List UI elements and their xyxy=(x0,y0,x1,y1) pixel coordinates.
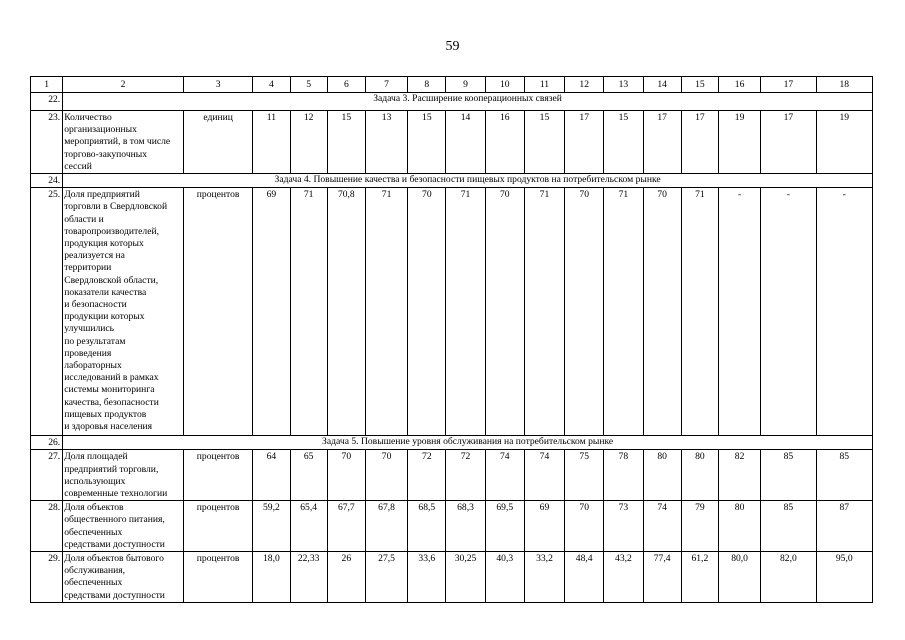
value-cell: 87 xyxy=(816,501,872,552)
value-cell: 70,8 xyxy=(327,188,365,436)
indicator-name-line: и здоровья населения xyxy=(64,421,153,433)
page-number: 59 xyxy=(445,39,460,54)
header-cell: 3 xyxy=(183,77,252,93)
value-cell: 17 xyxy=(643,111,681,174)
indicator-name-line: качества, безопасности xyxy=(64,396,159,408)
indicator-name-line: исследований в рамках xyxy=(64,372,159,384)
value-cell: 74 xyxy=(485,450,524,501)
value-cell: 15 xyxy=(408,111,446,174)
table-body xyxy=(31,77,873,603)
indicator-name-line: по результатам xyxy=(64,335,126,347)
value-cell: 48,4 xyxy=(565,552,604,603)
row-number: 27. xyxy=(31,450,63,501)
header-cell: 2 xyxy=(63,77,184,93)
value-cell: 14 xyxy=(446,111,485,174)
indicator-name-line: мероприятий, в том числе xyxy=(64,136,171,148)
header-cell: 18 xyxy=(816,77,872,93)
indicator-name-line: сессий xyxy=(64,160,92,172)
row-number: 22. xyxy=(31,93,63,111)
indicator-name xyxy=(63,188,184,436)
indicator-row xyxy=(31,450,873,501)
value-cell: 85 xyxy=(761,450,816,501)
value-cell: 64 xyxy=(253,450,290,501)
header-cell: 5 xyxy=(290,77,327,93)
value-cell: 33,2 xyxy=(524,552,564,603)
indicator-name-line: улучшились xyxy=(64,323,115,335)
task-row xyxy=(31,436,873,450)
row-number: 24. xyxy=(31,174,63,188)
indicator-row xyxy=(31,552,873,603)
indicator-row xyxy=(31,501,873,552)
unit-cell: процентов xyxy=(183,552,252,603)
value-cell: 68,3 xyxy=(446,501,485,552)
indicator-name-line: реализуется на xyxy=(64,250,125,262)
header-cell: 7 xyxy=(365,77,407,93)
value-cell: 70 xyxy=(565,188,604,436)
value-cell: 70 xyxy=(565,501,604,552)
value-cell: - xyxy=(718,188,760,436)
value-cell: 75 xyxy=(565,450,604,501)
value-cell: 17 xyxy=(761,111,816,174)
indicator-name-line: современные технологии xyxy=(64,488,168,500)
header-row xyxy=(31,77,873,93)
indicator-name-line: Количество xyxy=(64,112,112,123)
header-cell: 4 xyxy=(253,77,290,93)
value-cell: 61,2 xyxy=(681,552,718,603)
header-cell: 1 xyxy=(31,77,63,93)
indicator-name-line: торгово-закупочных xyxy=(64,148,148,160)
indicator-name-line: Доля объектов xyxy=(64,502,124,514)
header-cell: 13 xyxy=(604,77,643,93)
value-cell: 82 xyxy=(718,450,760,501)
indicator-name-line: продукции которых xyxy=(64,311,145,323)
indicator-name-line: Свердловской области, xyxy=(64,274,159,286)
value-cell: - xyxy=(816,188,872,436)
value-cell: 71 xyxy=(290,188,327,436)
value-cell: 59,2 xyxy=(253,501,290,552)
value-cell: 15 xyxy=(604,111,643,174)
indicator-name-line: обслуживания, xyxy=(64,565,126,577)
indicator-name-line: организационных xyxy=(64,124,137,136)
value-cell: 70 xyxy=(365,450,407,501)
value-cell: 65,4 xyxy=(290,501,327,552)
indicator-name-line: средствами доступности xyxy=(64,538,165,550)
value-cell: 19 xyxy=(718,111,760,174)
value-cell: 70 xyxy=(643,188,681,436)
value-cell: 65 xyxy=(290,450,327,501)
indicator-name-line: обеспеченных xyxy=(64,577,123,589)
row-number: 25. xyxy=(31,188,63,436)
indicator-name xyxy=(63,552,184,603)
value-cell: 80 xyxy=(681,450,718,501)
value-cell: 71 xyxy=(365,188,407,436)
value-cell: 69 xyxy=(253,188,290,436)
value-cell: 18,0 xyxy=(253,552,290,603)
task-title: Задача 3. Расширение кооперационных связей xyxy=(63,93,873,111)
unit-cell: процентов xyxy=(183,188,252,436)
indicator-name xyxy=(63,450,184,501)
value-cell: 71 xyxy=(446,188,485,436)
indicator-name-line: общественного питания, xyxy=(64,514,165,526)
indicators-table xyxy=(30,76,873,603)
value-cell: 19 xyxy=(816,111,872,174)
indicator-name xyxy=(63,501,184,552)
row-number: 28. xyxy=(31,501,63,552)
indicator-name-line: Доля площадей xyxy=(64,451,128,463)
row-number: 23. xyxy=(31,111,63,174)
header-cell: 9 xyxy=(446,77,485,93)
value-cell: 77,4 xyxy=(643,552,681,603)
header-cell: 16 xyxy=(718,77,760,93)
value-cell: 73 xyxy=(604,501,643,552)
value-cell: 72 xyxy=(446,450,485,501)
indicator-row xyxy=(31,188,873,436)
value-cell: 67,8 xyxy=(365,501,407,552)
indicator-name-line: торговли в Свердловской xyxy=(64,201,168,213)
header-cell: 17 xyxy=(761,77,816,93)
value-cell: 69 xyxy=(524,501,564,552)
value-cell: 79 xyxy=(681,501,718,552)
value-cell: 15 xyxy=(327,111,365,174)
value-cell: 15 xyxy=(524,111,564,174)
value-cell: 69,5 xyxy=(485,501,524,552)
header-cell: 12 xyxy=(565,77,604,93)
indicator-name-line: лабораторных xyxy=(64,360,122,372)
row-number: 29. xyxy=(31,552,63,603)
value-cell: 71 xyxy=(681,188,718,436)
header-cell: 8 xyxy=(408,77,446,93)
value-cell: 12 xyxy=(290,111,327,174)
value-cell: 74 xyxy=(643,501,681,552)
header-cell: 14 xyxy=(643,77,681,93)
header-cell: 15 xyxy=(681,77,718,93)
task-row xyxy=(31,174,873,188)
task-title: Задача 5. Повышение уровня обслуживания на потребительском рынке xyxy=(63,436,873,450)
indicator-name-line: продукция которых xyxy=(64,238,144,250)
value-cell: 68,5 xyxy=(408,501,446,552)
indicator-name-line: области и xyxy=(64,213,104,225)
value-cell: 33,6 xyxy=(408,552,446,603)
value-cell: 74 xyxy=(524,450,564,501)
indicator-name-line: и безопасности xyxy=(64,299,127,311)
value-cell: 17 xyxy=(565,111,604,174)
indicator-name-line: средствами доступности xyxy=(64,589,165,601)
value-cell: 17 xyxy=(681,111,718,174)
task-title: Задача 4. Повышение качества и безопасности пищевых продуктов на потребительском рынке xyxy=(63,174,873,188)
value-cell: 95,0 xyxy=(816,552,872,603)
value-cell: 70 xyxy=(485,188,524,436)
header-cell: 6 xyxy=(327,77,365,93)
task-row xyxy=(31,93,873,111)
indicator-name-line: предприятий торговли, xyxy=(64,463,159,475)
indicator-name-line: показатели качества xyxy=(64,286,147,298)
value-cell: 85 xyxy=(761,501,816,552)
header-cell: 11 xyxy=(524,77,564,93)
value-cell: 22,33 xyxy=(290,552,327,603)
value-cell: 78 xyxy=(604,450,643,501)
value-cell: 70 xyxy=(327,450,365,501)
indicator-name-line: проведения xyxy=(64,347,112,359)
value-cell: 71 xyxy=(604,188,643,436)
value-cell: 30,25 xyxy=(446,552,485,603)
value-cell: 80 xyxy=(643,450,681,501)
value-cell: 72 xyxy=(408,450,446,501)
indicator-name-line: товаропроизводителей, xyxy=(64,225,159,237)
unit-cell: процентов xyxy=(183,501,252,552)
header-cell: 10 xyxy=(485,77,524,93)
unit-cell: процентов xyxy=(183,450,252,501)
row-number: 26. xyxy=(31,436,63,450)
indicator-name-line: системы мониторинга xyxy=(64,384,155,396)
indicator-name-line: Доля предприятий xyxy=(64,189,140,201)
value-cell: - xyxy=(761,188,816,436)
value-cell: 70 xyxy=(408,188,446,436)
value-cell: 67,7 xyxy=(327,501,365,552)
indicator-name-line: территории xyxy=(64,262,112,274)
indicator-name-line: обеспеченных xyxy=(64,526,123,538)
value-cell: 43,2 xyxy=(604,552,643,603)
value-cell: 80,0 xyxy=(718,552,760,603)
value-cell: 13 xyxy=(365,111,407,174)
value-cell: 27,5 xyxy=(365,552,407,603)
value-cell: 11 xyxy=(253,111,290,174)
value-cell: 16 xyxy=(485,111,524,174)
value-cell: 82,0 xyxy=(761,552,816,603)
unit-cell: единиц xyxy=(183,111,252,174)
indicator-name-line: пищевых продуктов xyxy=(64,408,147,420)
indicator-name xyxy=(63,111,184,174)
value-cell: 40,3 xyxy=(485,552,524,603)
value-cell: 71 xyxy=(524,188,564,436)
value-cell: 26 xyxy=(327,552,365,603)
value-cell: 80 xyxy=(718,501,760,552)
value-cell: 85 xyxy=(816,450,872,501)
indicator-row xyxy=(31,111,873,174)
indicator-name-line: использующих xyxy=(64,475,126,487)
indicator-name-line: Доля объектов бытового xyxy=(64,553,164,565)
